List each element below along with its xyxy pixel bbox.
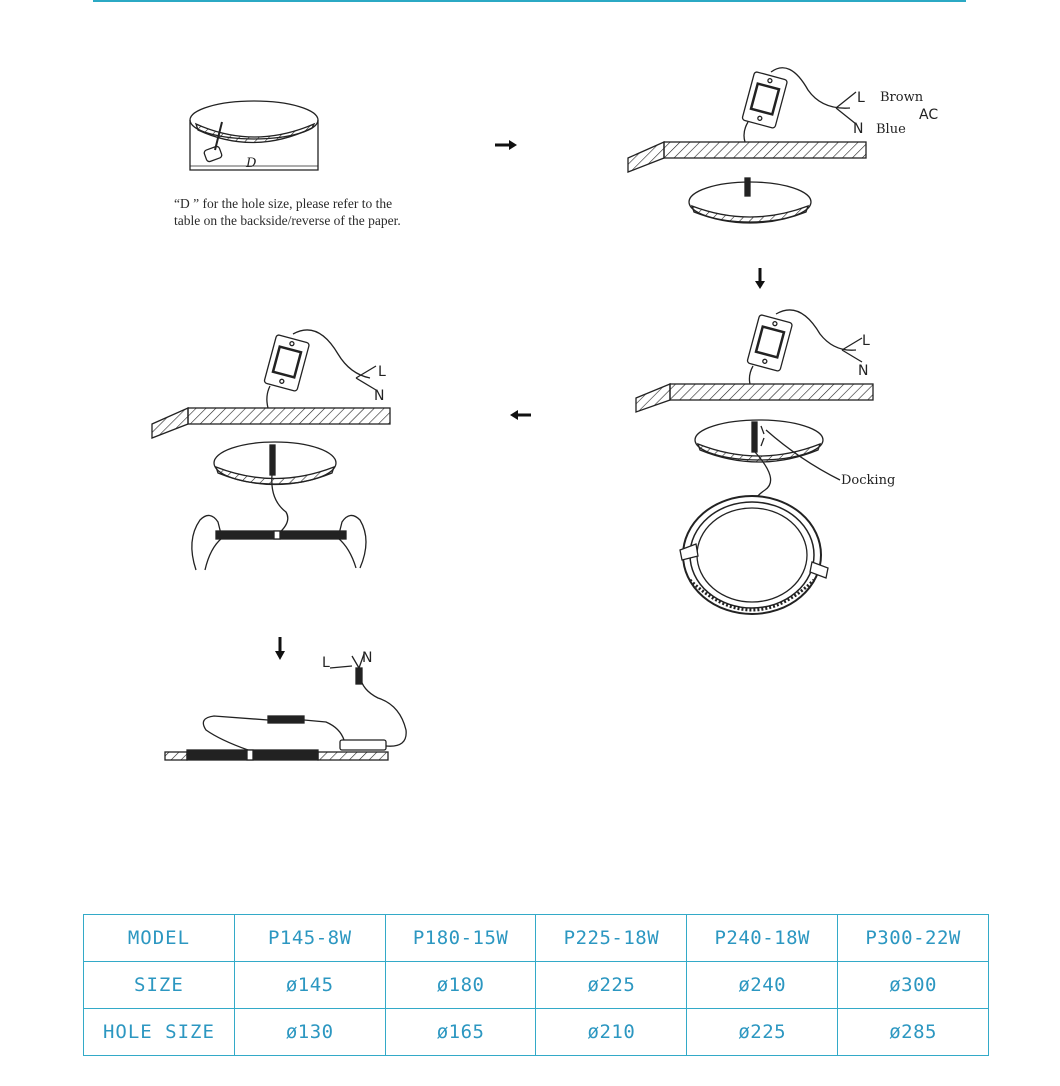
step2-wiring-illustration <box>628 68 866 223</box>
table-cell: ø180 <box>385 962 536 1009</box>
row-header-size: SIZE <box>84 962 235 1009</box>
step2-supply-label: AC <box>919 107 939 123</box>
docking-label: Docking <box>841 473 896 488</box>
table-cell: ø225 <box>536 962 687 1009</box>
step5-live-label: L <box>322 655 330 671</box>
table-cell: ø210 <box>536 1009 687 1056</box>
step2-live-color: Brown <box>880 90 924 105</box>
step2-neutral-label: N <box>853 121 864 137</box>
table-row-size <box>84 962 989 1009</box>
step4-live-label: L <box>378 364 386 380</box>
table-cell: ø285 <box>838 1009 989 1056</box>
table-cell: ø225 <box>687 1009 838 1056</box>
step4-connect-panel-illustration <box>152 330 390 570</box>
step3-neutral-label: N <box>858 363 869 379</box>
table-cell: P240-18W <box>687 915 838 962</box>
table-cell: P300-22W <box>838 915 989 962</box>
table-cell: ø145 <box>234 962 385 1009</box>
arrow-down-icon <box>275 637 285 660</box>
step5-insert-panel-illustration <box>165 654 406 760</box>
table-cell: P180-15W <box>385 915 536 962</box>
row-header-hole-size: HOLE SIZE <box>84 1009 235 1056</box>
table-cell: ø130 <box>234 1009 385 1056</box>
table-cell: ø300 <box>838 962 989 1009</box>
step3-docking-illustration <box>636 310 873 614</box>
arrow-down-icon <box>755 268 765 289</box>
step3-live-label: L <box>862 333 870 349</box>
table-cell: ø165 <box>385 1009 536 1056</box>
table-cell: P145-8W <box>234 915 385 962</box>
dimension-d-label: D <box>246 156 257 171</box>
step2-neutral-color: Blue <box>876 122 906 137</box>
arrow-right-icon <box>495 140 517 150</box>
step2-live-label: L <box>857 90 865 106</box>
row-header-model: MODEL <box>84 915 235 962</box>
hole-size-note: “D ” for the hole size, please refer to the table on the backside/reverse of the paper. <box>174 196 401 228</box>
table-row-hole-size <box>84 1009 989 1056</box>
step4-neutral-label: N <box>374 388 385 404</box>
step5-neutral-label: N <box>362 650 373 666</box>
arrow-left-icon <box>510 410 531 420</box>
table-cell: ø240 <box>687 962 838 1009</box>
table-cell: P225-18W <box>536 915 687 962</box>
table-row-model <box>84 915 989 962</box>
spec-table <box>83 914 989 1056</box>
